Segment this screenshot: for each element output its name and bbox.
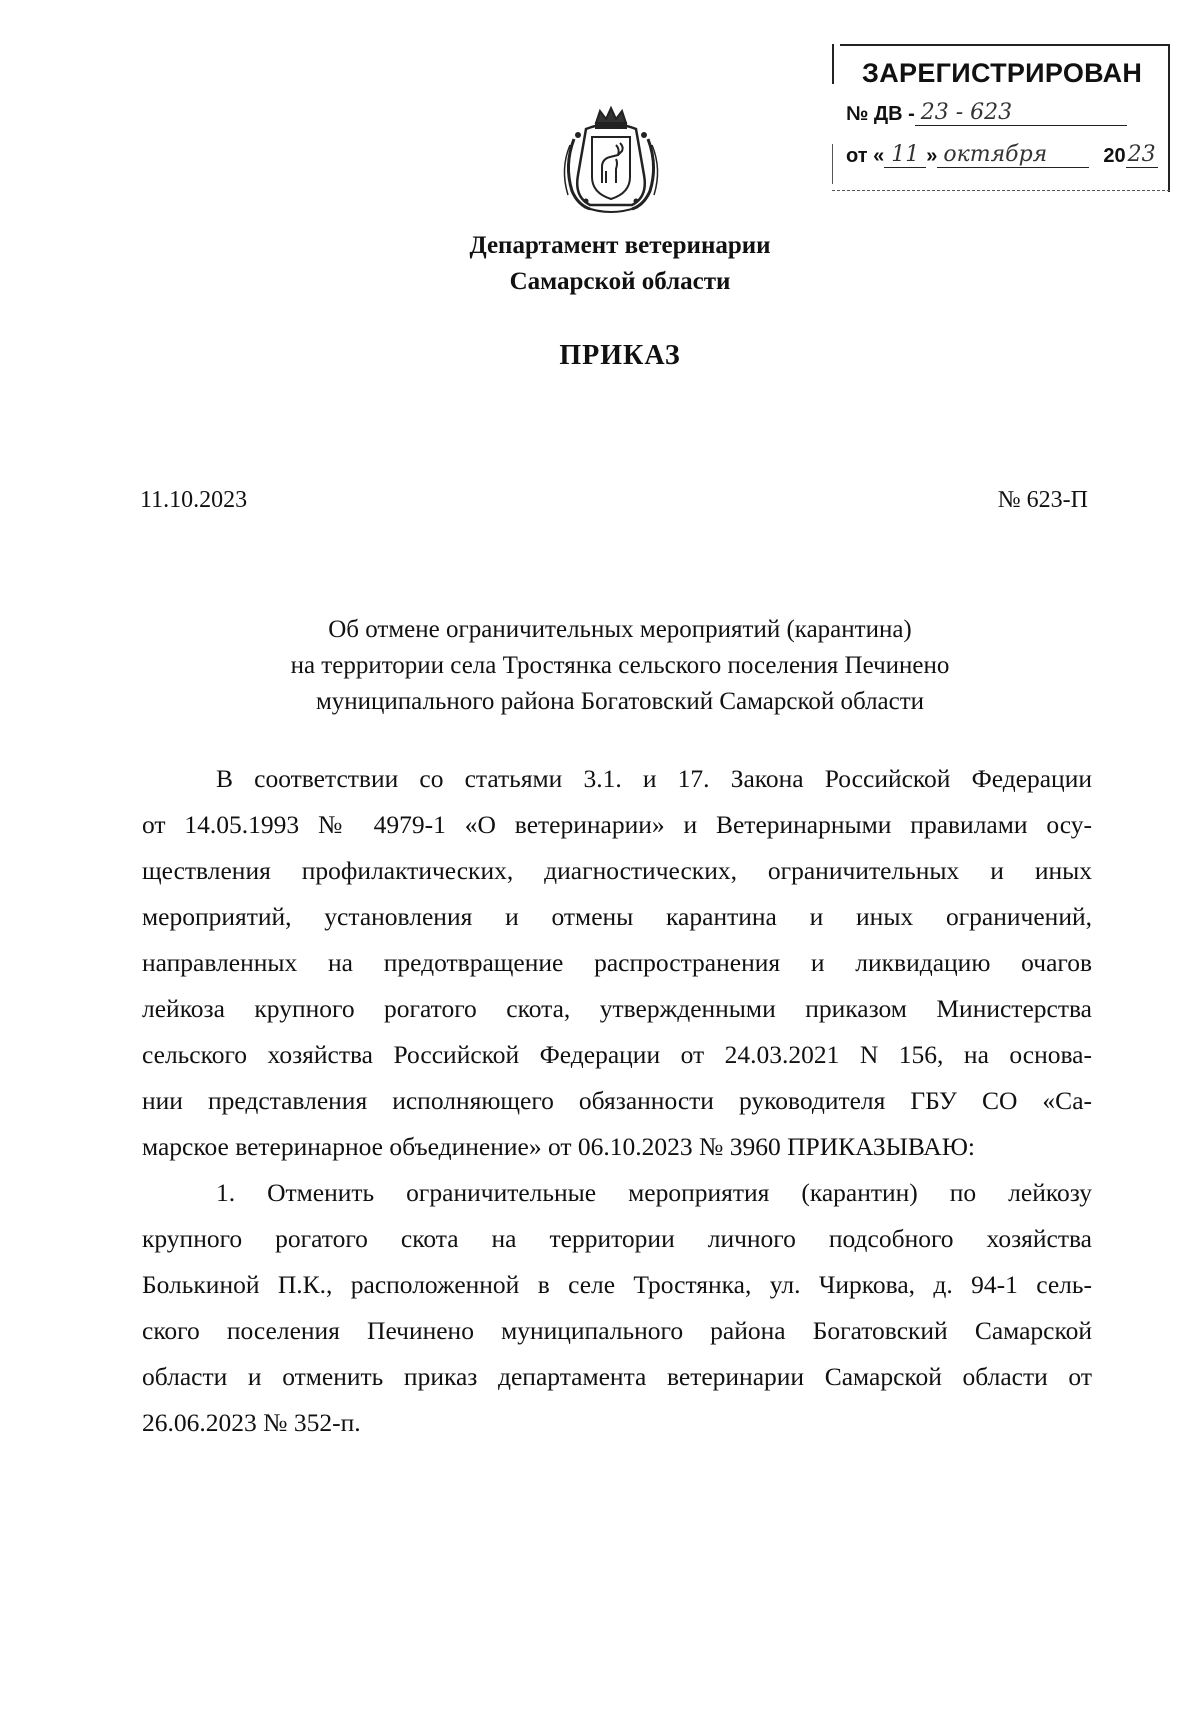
stamp-border <box>840 44 1170 46</box>
coat-of-arms-icon <box>556 105 666 217</box>
organization-region: Самарской области <box>509 268 731 295</box>
stamp-year-suffix: 23 <box>1127 142 1156 167</box>
stamp-border <box>832 44 834 84</box>
stamp-year-prefix: 20 <box>1103 145 1126 167</box>
organization-name: Департамент ветеринарии <box>469 232 771 259</box>
body-line: 1. Отменить ограничительные мероприятия (карантин) по лейкозу <box>216 1178 1092 1207</box>
stamp-date-close: » <box>926 145 938 167</box>
subject-line: муниципального района Богатовский Самарской области <box>315 688 925 715</box>
stamp-title: ЗАРЕГИСТРИРОВАН <box>862 58 1143 88</box>
document-type: ПРИКАЗ <box>559 340 681 371</box>
stamp-border <box>832 144 833 184</box>
body-line: В соответствии со статьями 3.1. и 17. Закона Российской Федерации <box>216 764 1092 793</box>
stamp-date-month: октября <box>937 142 1089 168</box>
body-line: лейкоза крупного рогатого скота, утвержденными приказом Министерства <box>142 994 1092 1023</box>
stamp-number-value: 23 - 623 <box>915 100 1127 126</box>
document-date: 11.10.2023 <box>140 487 248 513</box>
stamp-number-label: № ДВ - <box>846 103 915 125</box>
stamp-border <box>832 190 1170 191</box>
stamp-number-row <box>846 100 1127 126</box>
body-line: марское ветеринарное объединение» от 06.10.2023 № 3960 ПРИКАЗЫВАЮ: <box>142 1132 976 1161</box>
body-line: крупного рогатого скота на территории личного подсобного хозяйства <box>142 1224 1092 1253</box>
document-subject <box>180 612 1060 720</box>
body-line: мероприятий, установления и отмены карантина и иных ограничений, <box>142 902 1092 931</box>
document-number: № 623-П <box>997 487 1088 513</box>
body-line: 26.06.2023 № 352-п. <box>142 1408 361 1437</box>
stamp-date-row <box>846 142 1158 168</box>
body-line: нии представления исполняющего обязанности руководителя ГБУ СО «Са- <box>142 1086 1092 1115</box>
subject-line: на территории села Тростянка сельского поселения Печинено <box>290 652 950 679</box>
body-line: сельского хозяйства Российской Федерации от 24.03.2021 N 156, на основа- <box>142 1040 1092 1069</box>
stamp-border <box>1168 44 1170 192</box>
body-line: направленных на предотвращение распространения и ликвидацию очагов <box>142 948 1092 977</box>
body-line: Болькиной П.К., расположенной в селе Тростянка, ул. Чиркова, д. 94-1 сель- <box>142 1270 1092 1299</box>
body-line: ществления профилактических, диагностических, ограничительных и иных <box>142 856 1092 885</box>
stamp-date-label: от « <box>846 145 885 167</box>
body-line: от 14.05.1993 № 4979-1 «О ветеринарии» и Ветеринарными правилами осу- <box>142 810 1092 839</box>
body-line: области и отменить приказ департамента ветеринарии Самарской области от <box>142 1362 1092 1391</box>
stamp-date-day: 11 <box>884 142 926 168</box>
body-line: ского поселения Печинено муниципального района Богатовский Самарской <box>142 1316 1092 1345</box>
registration-stamp <box>832 44 1170 192</box>
subject-line: Об отмене ограничительных мероприятий (карантина) <box>328 616 912 643</box>
